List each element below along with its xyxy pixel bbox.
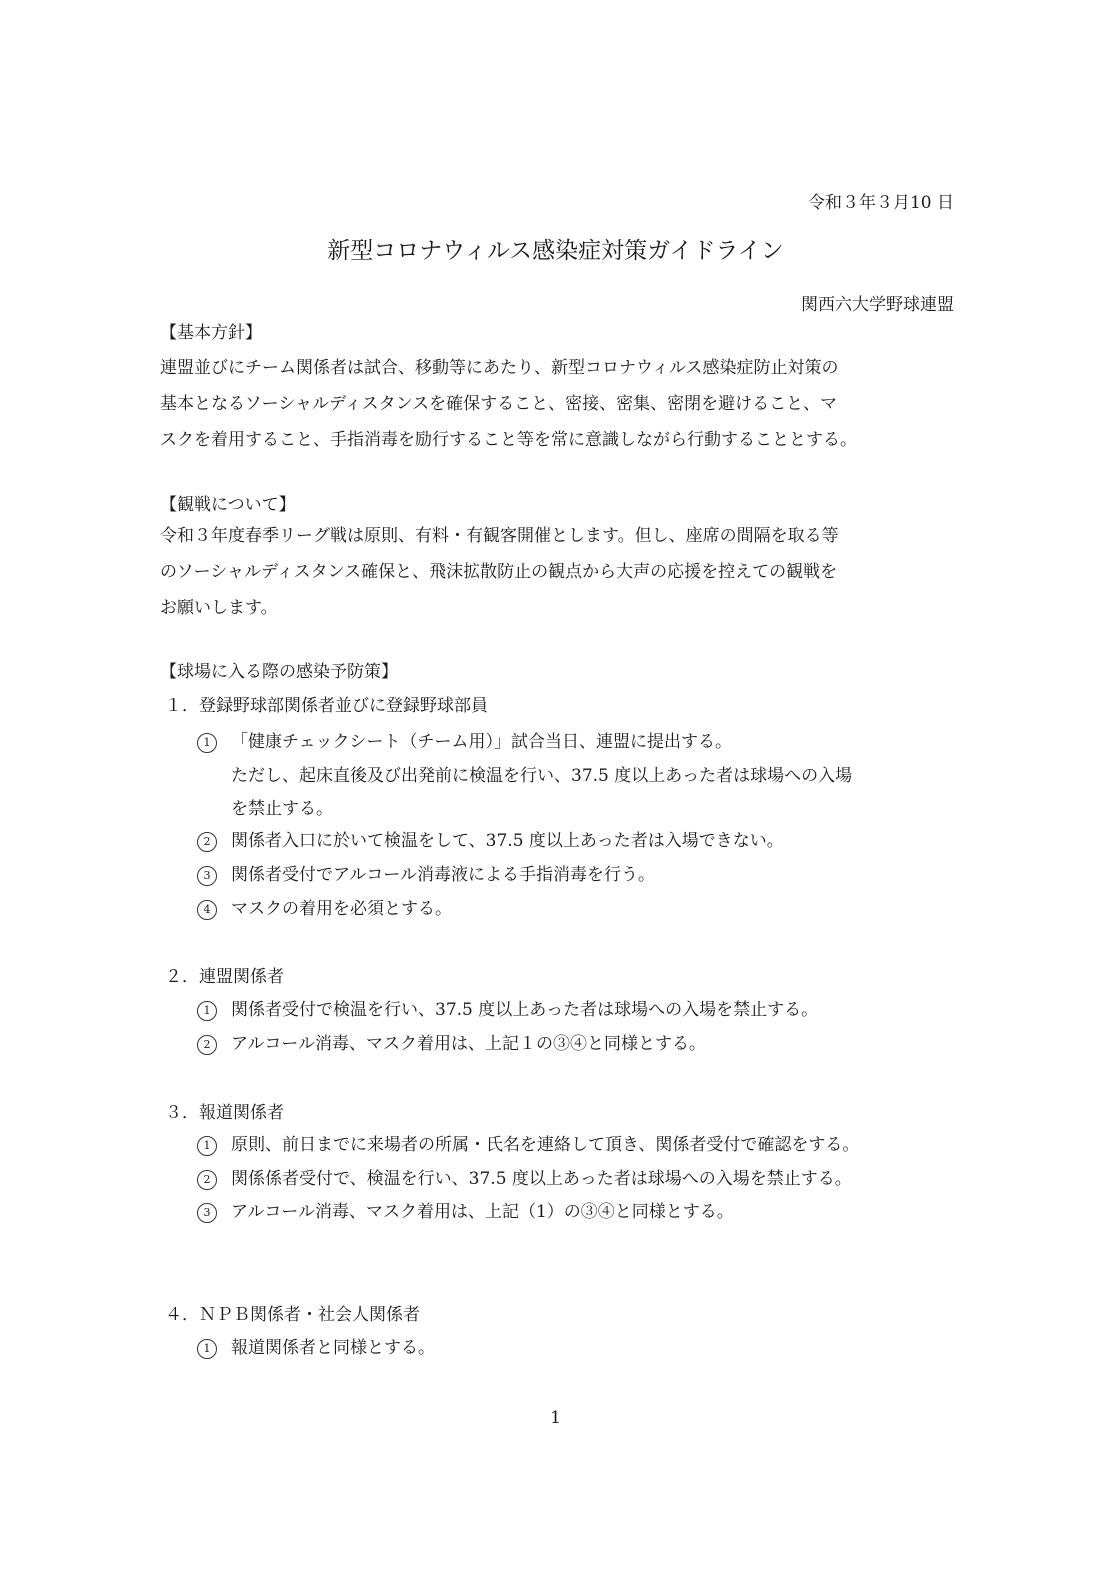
paragraph-line: 令和３年度春季リーグ戦は原則、有料・有観客開催とします。但し、座席の間隔を取る等 (160, 526, 839, 546)
document-date: 令和３年３月10 日 (807, 193, 954, 213)
section-3-title: ３．報道関係者 (165, 1103, 284, 1123)
circled-number-icon: 3 (197, 866, 217, 886)
section-3-item-2 (197, 1164, 852, 1190)
organization-name: 関西六大学野球連盟 (801, 295, 954, 315)
item-text: 「健康チェックシート（チーム用）」試合当日、連盟に提出する。 (231, 732, 732, 752)
section-2-item-2 (197, 1029, 706, 1055)
circled-number-icon: 1 (197, 733, 217, 753)
circled-number-icon: 2 (197, 832, 217, 852)
circled-number-icon: 2 (197, 1035, 217, 1055)
document-title: 新型コロナウィルス感染症対策ガイドライン (327, 238, 784, 264)
item-text: 関係者受付でアルコール消毒液による手指消毒を行う。 (231, 865, 655, 885)
paragraph-line: 基本となるソーシャルディスタンスを確保すること、密接、密集、密閉を避けること、マ (160, 394, 838, 414)
section-1-item-3 (197, 860, 655, 886)
paragraph-line: のソーシャルディスタンス確保と、飛沫拡散防止の観点から大声の応援を控えての観戦を (160, 562, 838, 582)
item-text: 関係者受付で検温を行い、37.5 度以上あった者は球場への入場を禁止する。 (231, 1000, 819, 1020)
item-text: 関係係者受付で、検温を行い、37.5 度以上あった者は球場への入場を禁止する。 (231, 1169, 852, 1189)
section-1-item-1 (197, 727, 732, 753)
section-1-item-1-continuation: ただし、起床直後及び出発前に検温を行い、37.5 度以上あった者は球場への入場 (231, 766, 853, 786)
section-3-item-3 (197, 1197, 734, 1223)
circled-number-icon: 4 (197, 900, 217, 920)
basic-policy-paragraph (160, 350, 960, 458)
spectating-paragraph (160, 518, 960, 626)
section-4-title: ４．ＮＰＢ関係者・社会人関係者 (165, 1305, 420, 1325)
basic-policy-heading: 【基本方針】 (160, 323, 262, 343)
section-3-item-1 (197, 1130, 859, 1156)
paragraph-line: 連盟並びにチーム関係者は試合、移動等にあたり、新型コロナウィルス感染症防止対策の (160, 358, 839, 378)
circled-number-icon: 1 (197, 1001, 217, 1021)
paragraph-line: お願いします。 (160, 598, 278, 618)
item-text: アルコール消毒、マスク着用は、上記（1）の③④と同様とする。 (231, 1202, 734, 1222)
section-2-item-1 (197, 995, 818, 1021)
circled-number-icon: 1 (197, 1136, 217, 1156)
item-text: マスクの着用を必須とする。 (231, 899, 452, 919)
item-text: 関係者入口に於いて検温をして、37.5 度以上あった者は入場できない。 (231, 831, 784, 851)
section-1-title: １．登録野球部関係者並びに登録野球部員 (165, 696, 488, 716)
circled-number-icon: 1 (197, 1339, 217, 1359)
section-1-item-2 (197, 826, 784, 852)
item-text: 原則、前日までに来場者の所属・氏名を連絡して頂き、関係者受付で確認をする。 (231, 1135, 860, 1155)
section-1-item-1-continuation: を禁止する。 (231, 799, 333, 819)
section-2-title: ２．連盟関係者 (165, 967, 284, 987)
circled-number-icon: 3 (197, 1203, 217, 1223)
paragraph-line: スクを着用すること、手指消毒を励行すること等を常に意識しながら行動することとする。 (160, 430, 857, 450)
section-4-item-1 (197, 1333, 435, 1359)
page-number: 1 (550, 1408, 561, 1428)
circled-number-icon: 2 (197, 1170, 217, 1190)
prevention-heading: 【球場に入る際の感染予防策】 (160, 662, 398, 682)
item-text: アルコール消毒、マスク着用は、上記１の③④と同様とする。 (231, 1034, 706, 1054)
spectating-heading: 【観戦について】 (160, 495, 296, 515)
section-1-item-4 (197, 894, 452, 920)
item-text: 報道関係者と同様とする。 (231, 1338, 435, 1358)
